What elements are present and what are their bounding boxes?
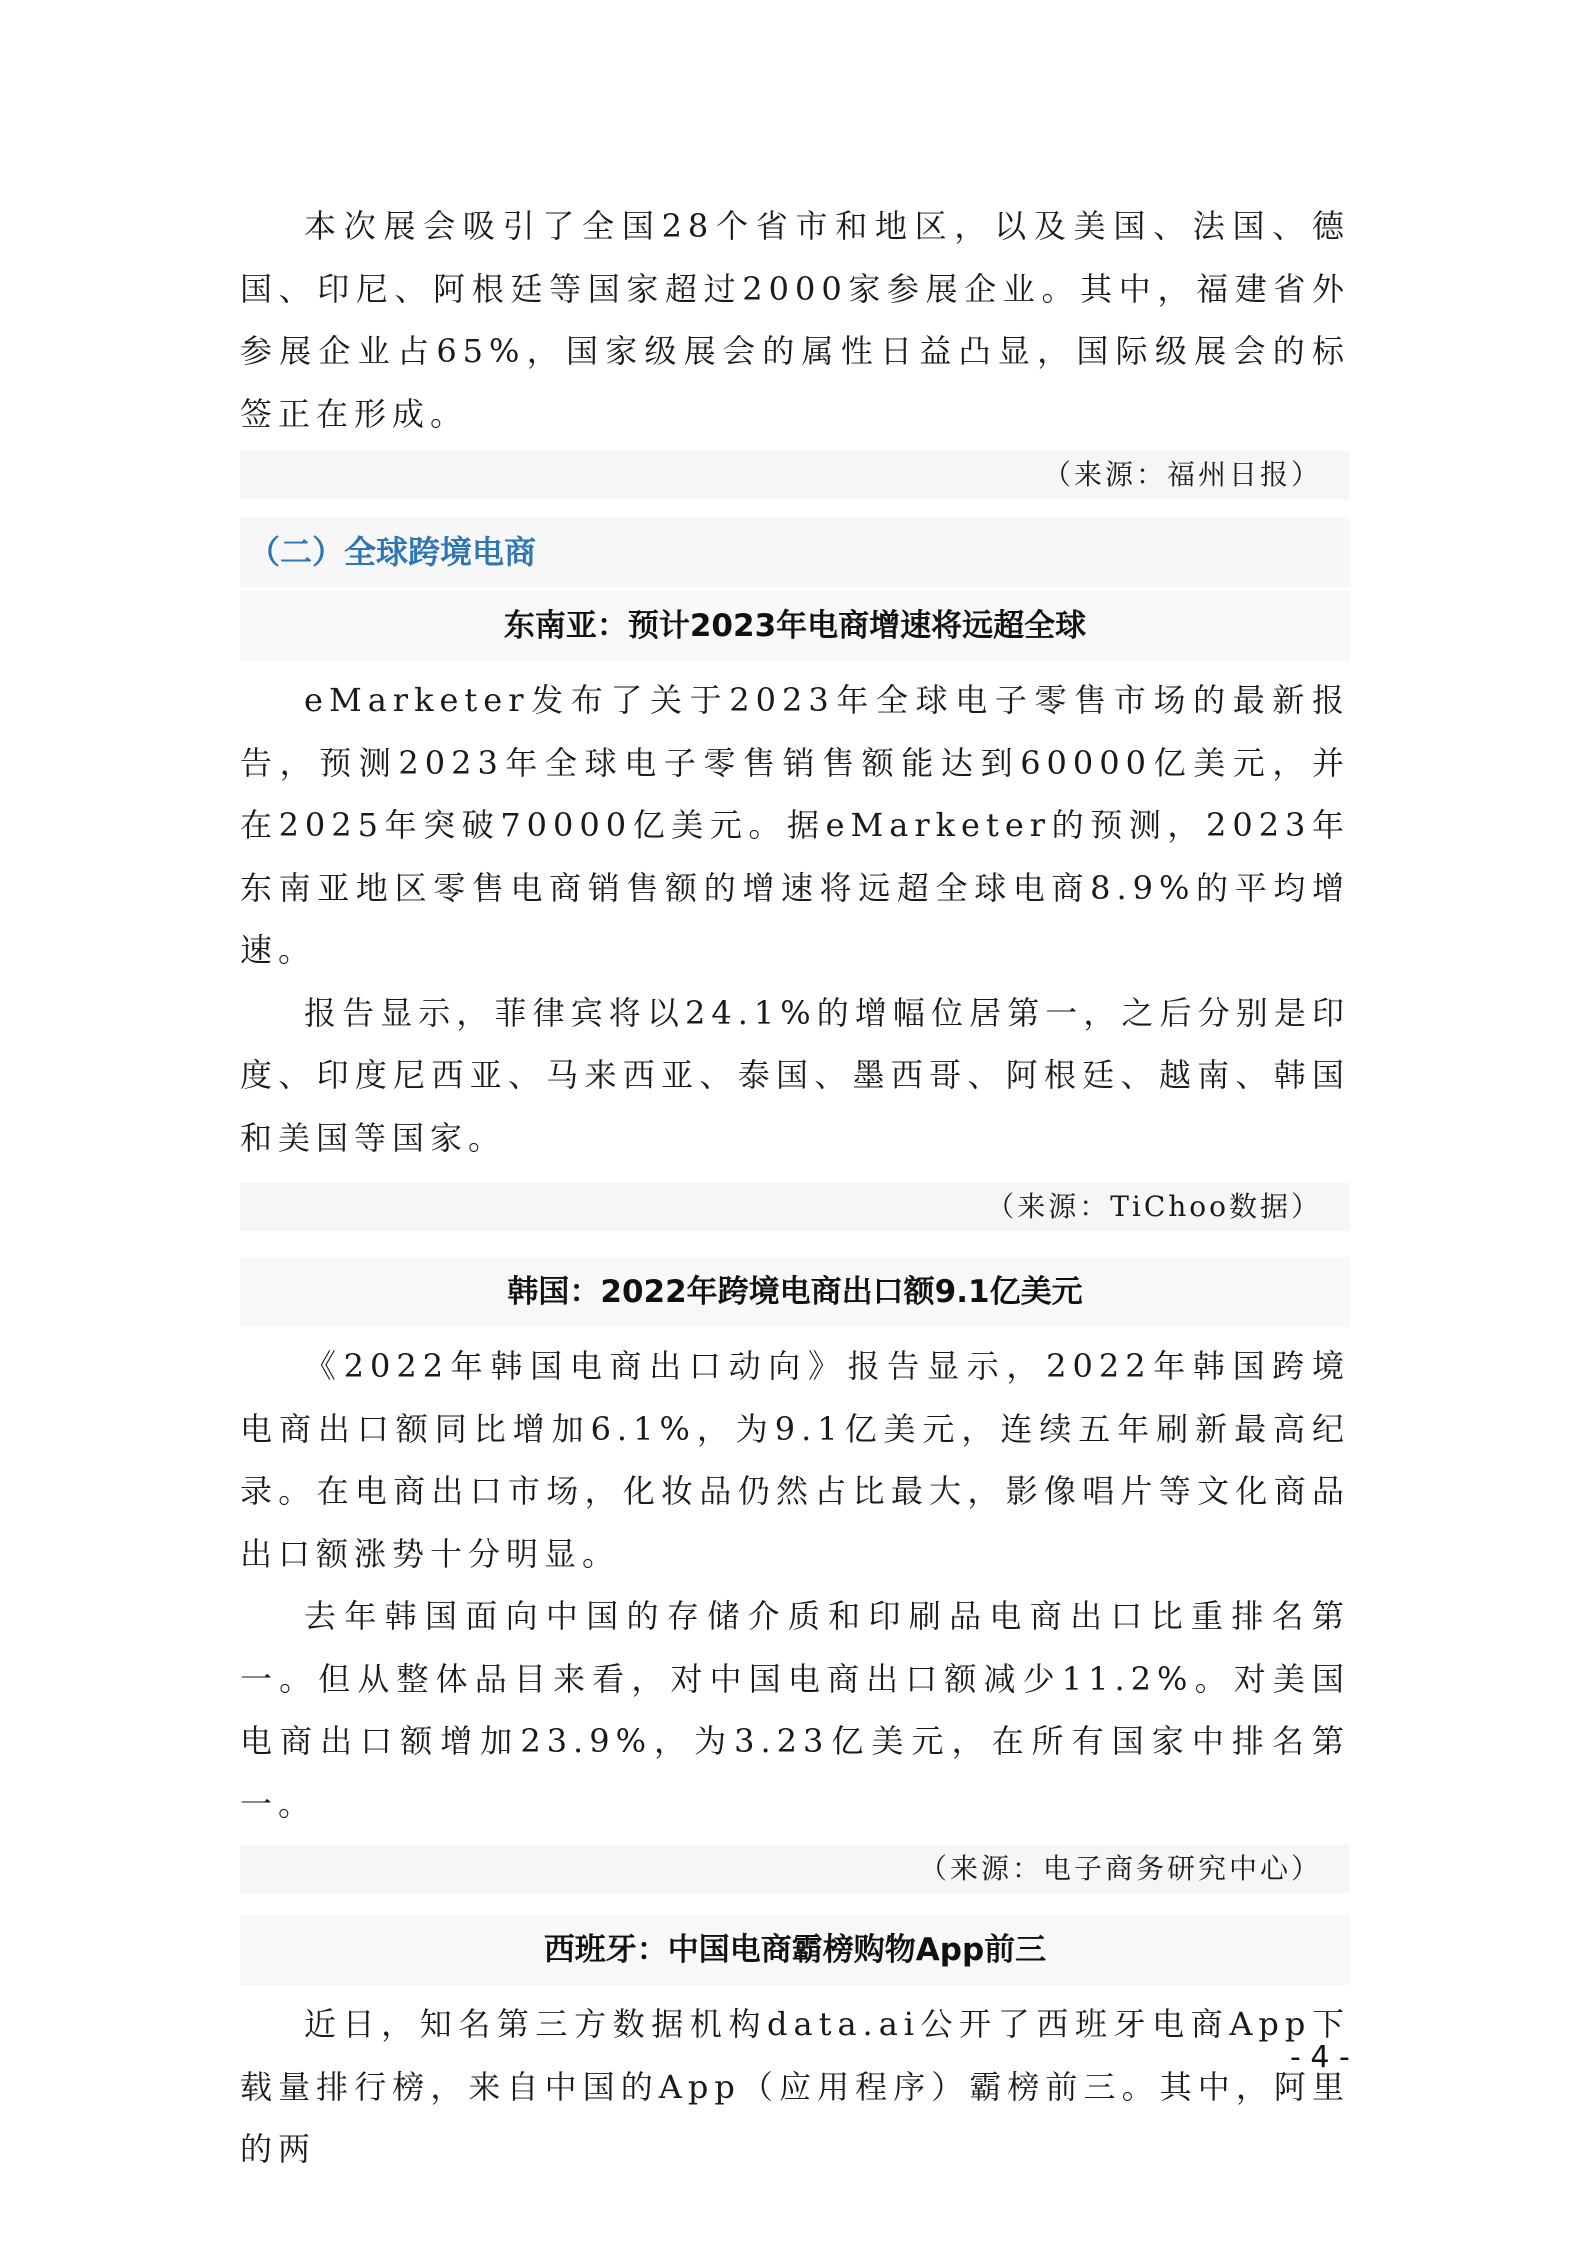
article-paragraph: 报告显示，菲律宾将以24.1%的增幅位居第一，之后分别是印度、印度尼西亚、马来西亚、泰国、墨西哥、阿根廷、越南、韩国和美国等国家。 xyxy=(240,993,1350,1157)
intro-source: （来源：福州日报） xyxy=(240,451,1350,499)
article-source: （来源：TiChoo数据） xyxy=(240,1183,1350,1231)
section-heading: （二）全球跨境电商 xyxy=(240,517,1350,587)
article-paragraph: 去年韩国面向中国的存储介质和印刷品电商出口比重排名第一。但从整体品目来看，对中国电商出口额减少11.2%。对美国电商出口额增加23.9%，为3.23亿美元，在所有国家中排名第一。 xyxy=(240,1597,1350,1823)
article-title-korea: 韩国：2022年跨境电商出口额9.1亿美元 xyxy=(240,1257,1350,1327)
article-paragraph: eMarketer发布了关于2023年全球电子零售市场的最新报告，预测2023年全球电子零售销售额能达到60000亿美元，并在2025年突破70000亿美元。据eMarketer的预测，2023年东南亚地区零售电商销售额的增速将远超全球电商8.9%的平均增速。 xyxy=(240,681,1350,969)
page-content xyxy=(240,195,1350,2181)
article-paragraph: 《2022年韩国电商出口动向》报告显示，2022年韩国跨境电商出口额同比增加6.1%，为9.1亿美元，连续五年刷新最高纪录。在电商出口市场，化妆品仍然占比最大，影像唱片等文化商品出口额涨势十分明显。 xyxy=(240,1347,1350,1573)
intro-paragraph: 本次展会吸引了全国28个省市和地区，以及美国、法国、德国、印尼、阿根廷等国家超过2000家参展企业。其中，福建省外参展企业占65%，国家级展会的属性日益凸显，国际级展会的标签正在形成。 xyxy=(240,207,1350,433)
article-title-southeast-asia: 东南亚：预计2023年电商增速将远超全球 xyxy=(240,591,1350,661)
article-paragraph: 近日，知名第三方数据机构data.ai公开了西班牙电商App下载量排行榜，来自中国的App（应用程序）霸榜前三。其中，阿里的两 xyxy=(240,2005,1350,2168)
page-number: - 4 - xyxy=(1290,2040,1350,2075)
article-source: （来源：电子商务研究中心） xyxy=(240,1845,1350,1893)
article-title-spain: 西班牙：中国电商霸榜购物App前三 xyxy=(240,1915,1350,1985)
